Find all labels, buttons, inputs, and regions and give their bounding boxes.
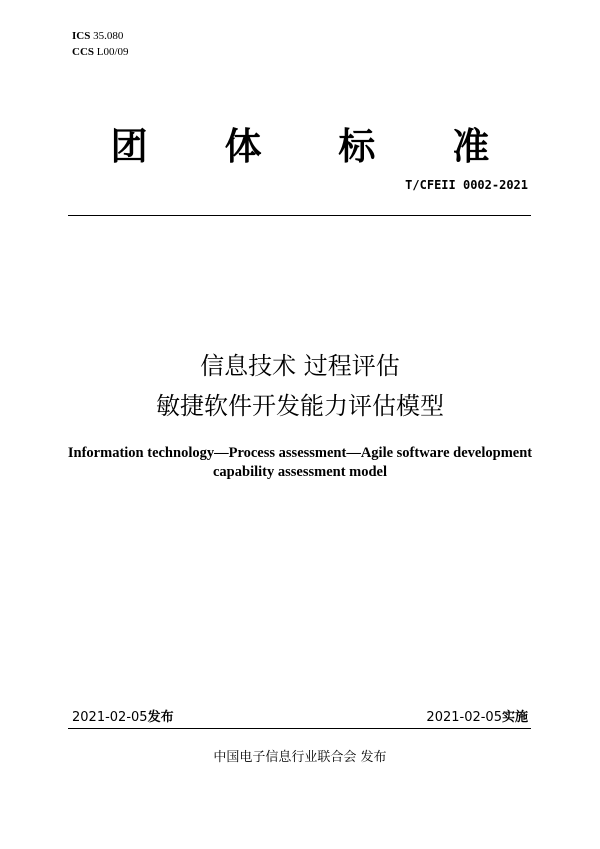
release-date-block [72,710,174,726]
release-date: 2021-02-05 [72,710,148,725]
implement-date-block [426,710,528,726]
cn-title-line-2: 敏捷软件开发能力评估模型 [156,392,444,420]
en-title-line-2: capability assessment model [213,464,387,480]
en-title-line-1: Information technology—Process assessment—Agile software development [67,445,533,461]
standard-type-title: 团 体 标 准 [110,125,522,168]
standard-number: T/CFEII 0002-2021 [405,178,528,192]
ics-label: ICS [72,30,91,42]
release-label: 发布 [147,710,174,725]
ccs-label: CCS [72,46,95,58]
en-title [60,444,540,482]
ics-code-line [72,30,123,43]
bottom-divider [68,728,531,729]
cn-title-line-1: 信息技术 过程评估 [200,352,400,380]
ics-code: 35.080 [93,30,124,42]
implement-label: 实施 [501,710,528,725]
implement-date: 2021-02-05 [426,710,502,725]
issuer: 中国电子信息行业联合会 发布 [213,750,387,765]
top-divider [68,215,531,216]
ccs-code: L00/09 [96,46,129,58]
ccs-code-line [72,46,129,59]
